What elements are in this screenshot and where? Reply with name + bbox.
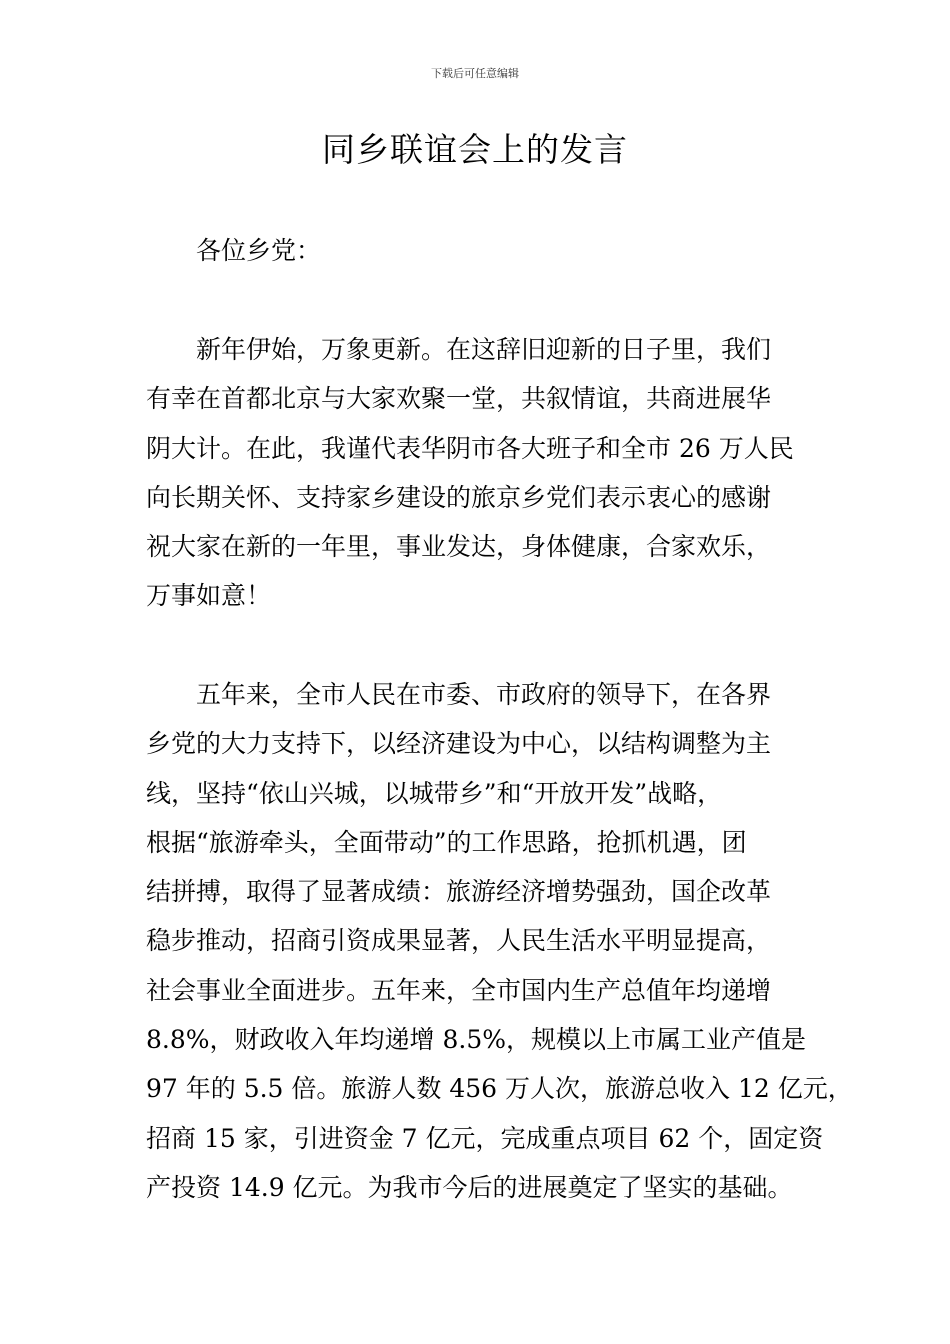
paragraph-line: 线，坚持“依山兴城，以城带乡”和“开放开发”战略， — [146, 778, 723, 808]
paragraph-line: 结拼搏，取得了显著成绩：旅游经济增势强劲，国企改革 — [146, 877, 772, 907]
paragraph-line: 稳步推动，招商引资成果显著，人民生活水平明显提高， — [146, 926, 772, 956]
paragraph-line: 97 年的 5.5 倍。旅游人数 456 万人次，旅游总收入 12 亿元， — [146, 1074, 853, 1104]
paragraph-line: 乡党的大力支持下，以经济建设为中心，以结构调整为主 — [146, 729, 772, 759]
greeting: 各位乡党： — [196, 236, 322, 265]
paragraph-new-year — [146, 325, 816, 621]
paragraph-line: 招商 15 家，引进资金 7 亿元，完成重点项目 62 个，固定资 — [146, 1123, 824, 1153]
paragraph-line: 社会事业全面进步。五年来，全市国内生产总值年均递增 — [146, 975, 772, 1005]
paragraph-line: 8.8%，财政收入年均递增 8.5%，规模以上市属工业产值是 — [146, 1025, 806, 1055]
paragraph-line: 万事如意！ — [146, 581, 272, 611]
paragraph-line: 新年伊始，万象更新。在这辞旧迎新的日子里，我们 — [196, 335, 772, 364]
paragraph-line: 有幸在首都北京与大家欢聚一堂，共叙情谊，共商进展华 — [146, 384, 772, 414]
paragraph-line: 五年来，全市人民在市委、市政府的领导下，在各界 — [196, 680, 772, 709]
paragraph-line: 产投资 14.9 亿元。为我市今后的进展奠定了坚实的基础。 — [146, 1172, 793, 1202]
paragraph-five-years — [146, 670, 853, 1212]
header-note: 下载后可任意编辑 — [431, 67, 519, 80]
paragraph-line: 根据“旅游牵头，全面带动”的工作思路，抢抓机遇，团 — [146, 827, 747, 857]
paragraph-line: 向长期关怀、支持家乡建设的旅京乡党们表示衷心的感谢 — [146, 482, 772, 512]
document-title: 同乡联谊会上的发言 — [322, 130, 628, 169]
paragraph-line: 阴大计。在此，我谨代表华阴市各大班子和全市 26 万人民 — [146, 433, 794, 463]
paragraph-line: 祝大家在新的一年里，事业发达，身体健康，合家欢乐， — [146, 532, 772, 562]
